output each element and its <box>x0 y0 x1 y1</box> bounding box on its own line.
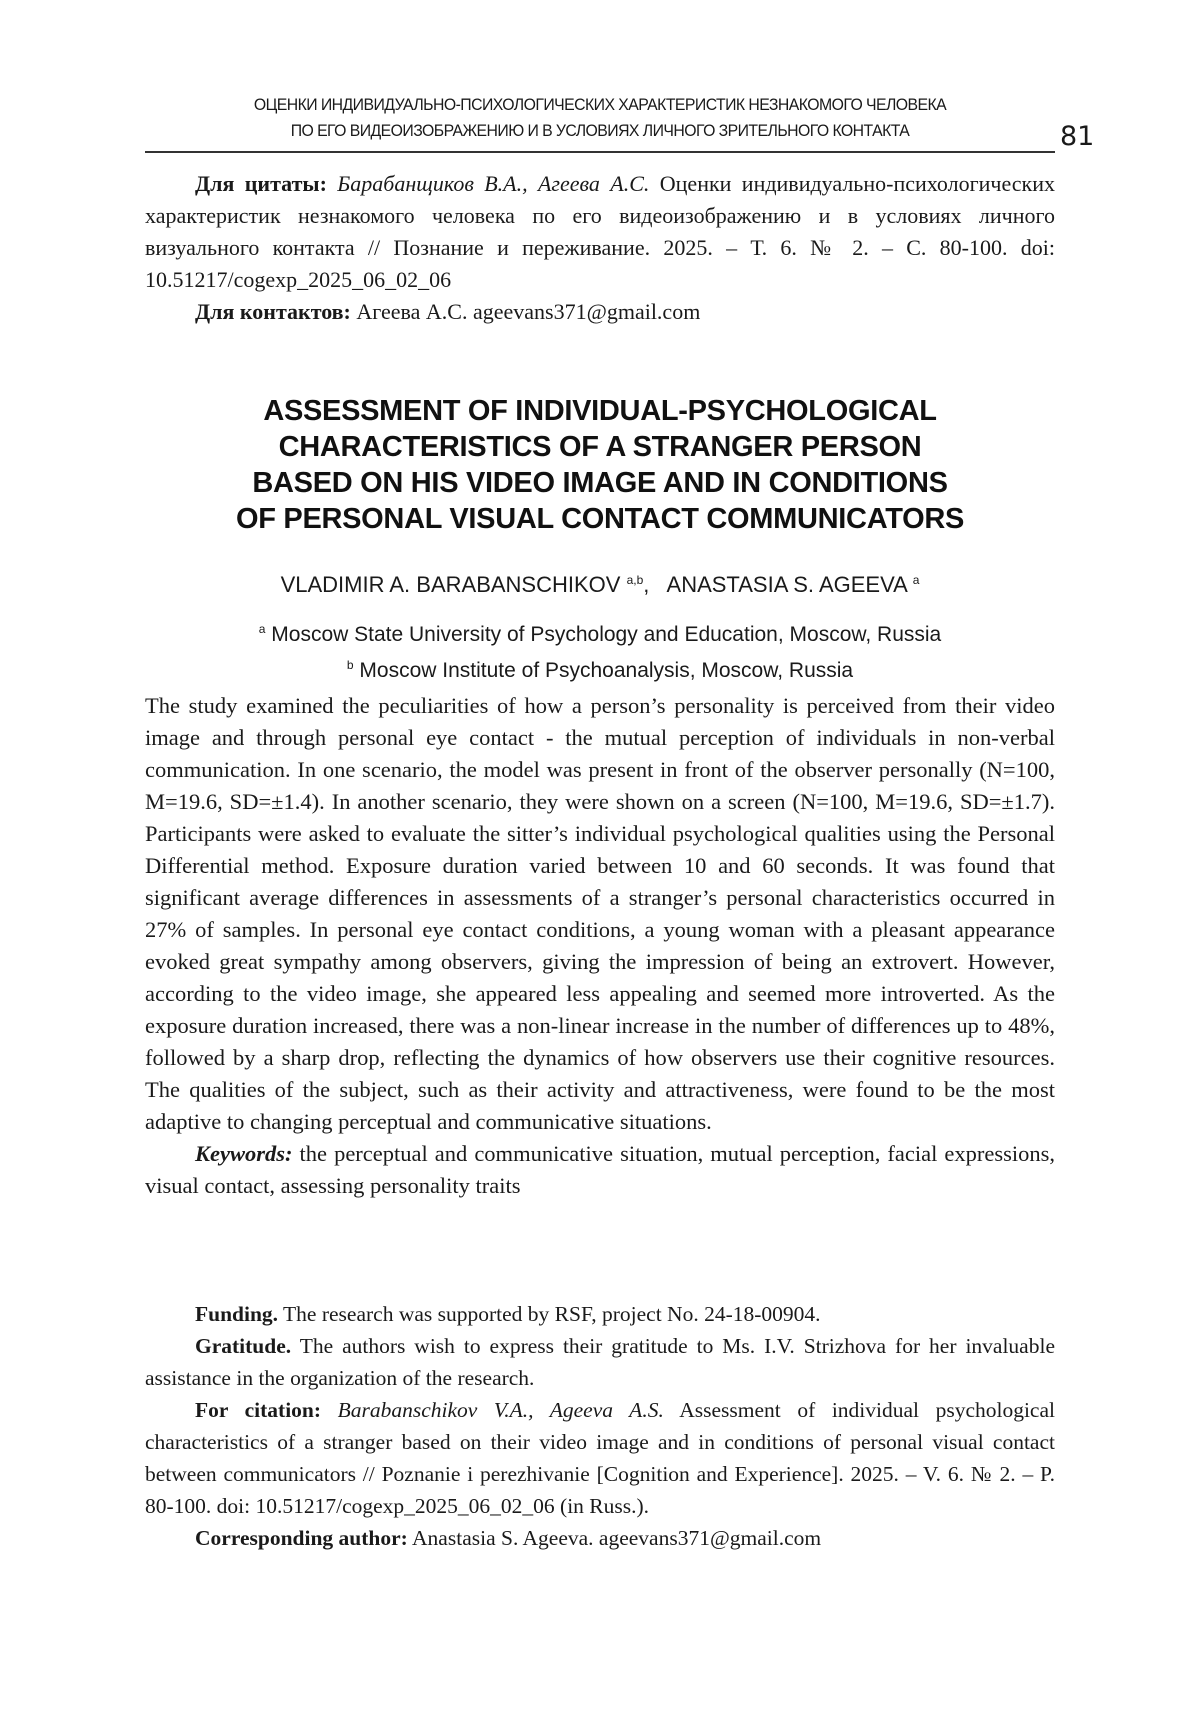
running-header-line-1: ОЦЕНКИ ИНДИВИДУАЛЬНО-ПСИХОЛОГИЧЕСКИХ ХАРАКТЕРИСТИК НЕЗНАКОМОГО ЧЕЛОВЕКА <box>253 95 947 114</box>
affiliation-text: Moscow State University of Psychology and Education, Moscow, Russia <box>271 623 942 646</box>
russian-citation-block <box>145 168 1055 328</box>
ru-citation-text: Оценки индивидуально-психологических характеристик незнакомого человека по его видеоизображению и в условиях личного визуального контакта // Познание и переживание. 2025. – Т. 6. № 2. – С. 80-100. doi: 10.51217/cogexp_2025_06_02_06 <box>145 171 1056 292</box>
keywords-text: the perceptual and communicative situation, mutual perception, facial expressions, visual contact, assessing personality traits <box>145 1141 1055 1198</box>
ru-citation-authors: Барабанщиков В.А., Агеева А.С. <box>337 171 650 196</box>
running-header <box>177 92 1023 144</box>
gratitude-label: Gratitude. <box>195 1334 292 1358</box>
ru-contacts-label: Для контактов: <box>195 299 351 324</box>
page-number: 81 <box>1060 121 1095 152</box>
keywords-label: Keywords: <box>195 1141 293 1166</box>
keywords <box>145 1138 1055 1202</box>
header-rule <box>145 151 1055 153</box>
corresponding-author-text: Anastasia S. Ageeva. ageevans371@gmail.com <box>407 1526 822 1550</box>
for-citation-authors: Barabanschikov V.A., Ageeva A.S. <box>337 1398 664 1422</box>
author-separator: , <box>643 572 662 597</box>
for-citation-label: For citation: <box>195 1398 322 1422</box>
affiliations <box>145 614 1055 686</box>
running-header-line-2: ПО ЕГО ВИДЕОИЗОБРАЖЕНИЮ И В УСЛОВИЯХ ЛИЧНОГО ЗРИТЕЛЬНОГО КОНТАКТА <box>290 121 910 140</box>
gratitude-text: The authors wish to express their gratitude to Ms. I.V. Strizhova for her invaluable assistance in the organization of the research. <box>145 1334 1055 1390</box>
corresponding-author-label: Corresponding author: <box>195 1526 408 1550</box>
affiliation-mark: a <box>258 622 266 636</box>
author-name: ANASTASIA S. AGEEVA <box>666 572 907 597</box>
abstract-text: The study examined the peculiarities of how a person’s personality is perceived from their video image and through personal eye contact - the mutual perception of individuals in non-verbal communication. In one scenario, the model was present in front of the observer personally (N=100, M=19.6, SD=±1.4). In another scenario, they were shown on a screen (N=100, M=19.6, SD=±1.7). Participants were asked to evaluate the sitter’s individual psychological qualities using the Personal Differential method. Exposure duration varied between 10 and 60 seconds. It was found that significant average differences in assessments of a stranger’s personal characteristics occurred in 27% of samples. In personal eye contact conditions, a young woman with a pleasant appearance evoked great sympathy among observers, giving the impression of being an extrovert. However, according to the video image, she appeared less appealing and seemed more introverted. As the exposure duration increased, there was a non-linear increase in the number of differences up to 48%, followed by a sharp drop, reflecting the dynamics of how observers use their cognitive resources. The qualities of the subject, such as their activity and attractiveness, were found to be the most adaptive to changing perceptual and communicative situations. <box>145 693 1055 1134</box>
for-citation-text: Assessment of individual psychological characteristics of a stranger based on their video image and in conditions of personal visual contact between communicators // Poznanie i perezhivanie [Cognition and Experience]. 2025. – V. 6. № 2. – P. 80-100. doi: 10.51217/cogexp_2025_06_02_06 (in Russ.). <box>145 1398 1055 1518</box>
author-affiliation-mark: a,b <box>626 573 644 587</box>
ru-contacts <box>145 296 1055 328</box>
title-line-4: OF PERSONAL VISUAL CONTACT COMMUNICATORS <box>235 503 965 535</box>
funding-note <box>145 1298 1055 1330</box>
ru-contacts-text: Агеева А.С. ageevans371@gmail.com <box>350 299 701 324</box>
gratitude-note <box>145 1330 1055 1394</box>
funding-label: Funding. <box>195 1302 279 1326</box>
author-list <box>145 566 1055 599</box>
title-line-1: ASSESSMENT OF INDIVIDUAL-PSYCHOLOGICAL <box>263 395 937 427</box>
ru-citation-label: Для цитаты: <box>195 171 327 196</box>
for-citation-note <box>145 1394 1055 1522</box>
author-affiliation-mark: a <box>912 573 920 587</box>
article-title <box>145 393 1055 537</box>
ru-citation <box>145 168 1055 296</box>
author-name: VLADIMIR A. BARABANSCHIKOV <box>280 572 621 597</box>
title-line-3: BASED ON HIS VIDEO IMAGE AND IN CONDITIONS <box>252 467 948 499</box>
corresponding-author-note <box>145 1522 1055 1554</box>
funding-text: The research was supported by RSF, project No. 24-18-00904. <box>278 1302 821 1326</box>
abstract-section <box>145 690 1055 1202</box>
article-notes <box>145 1298 1055 1554</box>
affiliation-item <box>145 614 1055 650</box>
title-line-2: CHARACTERISTICS OF A STRANGER PERSON <box>278 431 922 463</box>
affiliation-mark: b <box>346 658 354 672</box>
affiliation-item <box>145 650 1055 686</box>
affiliation-text: Moscow Institute of Psychoanalysis, Moscow, Russia <box>359 659 854 682</box>
